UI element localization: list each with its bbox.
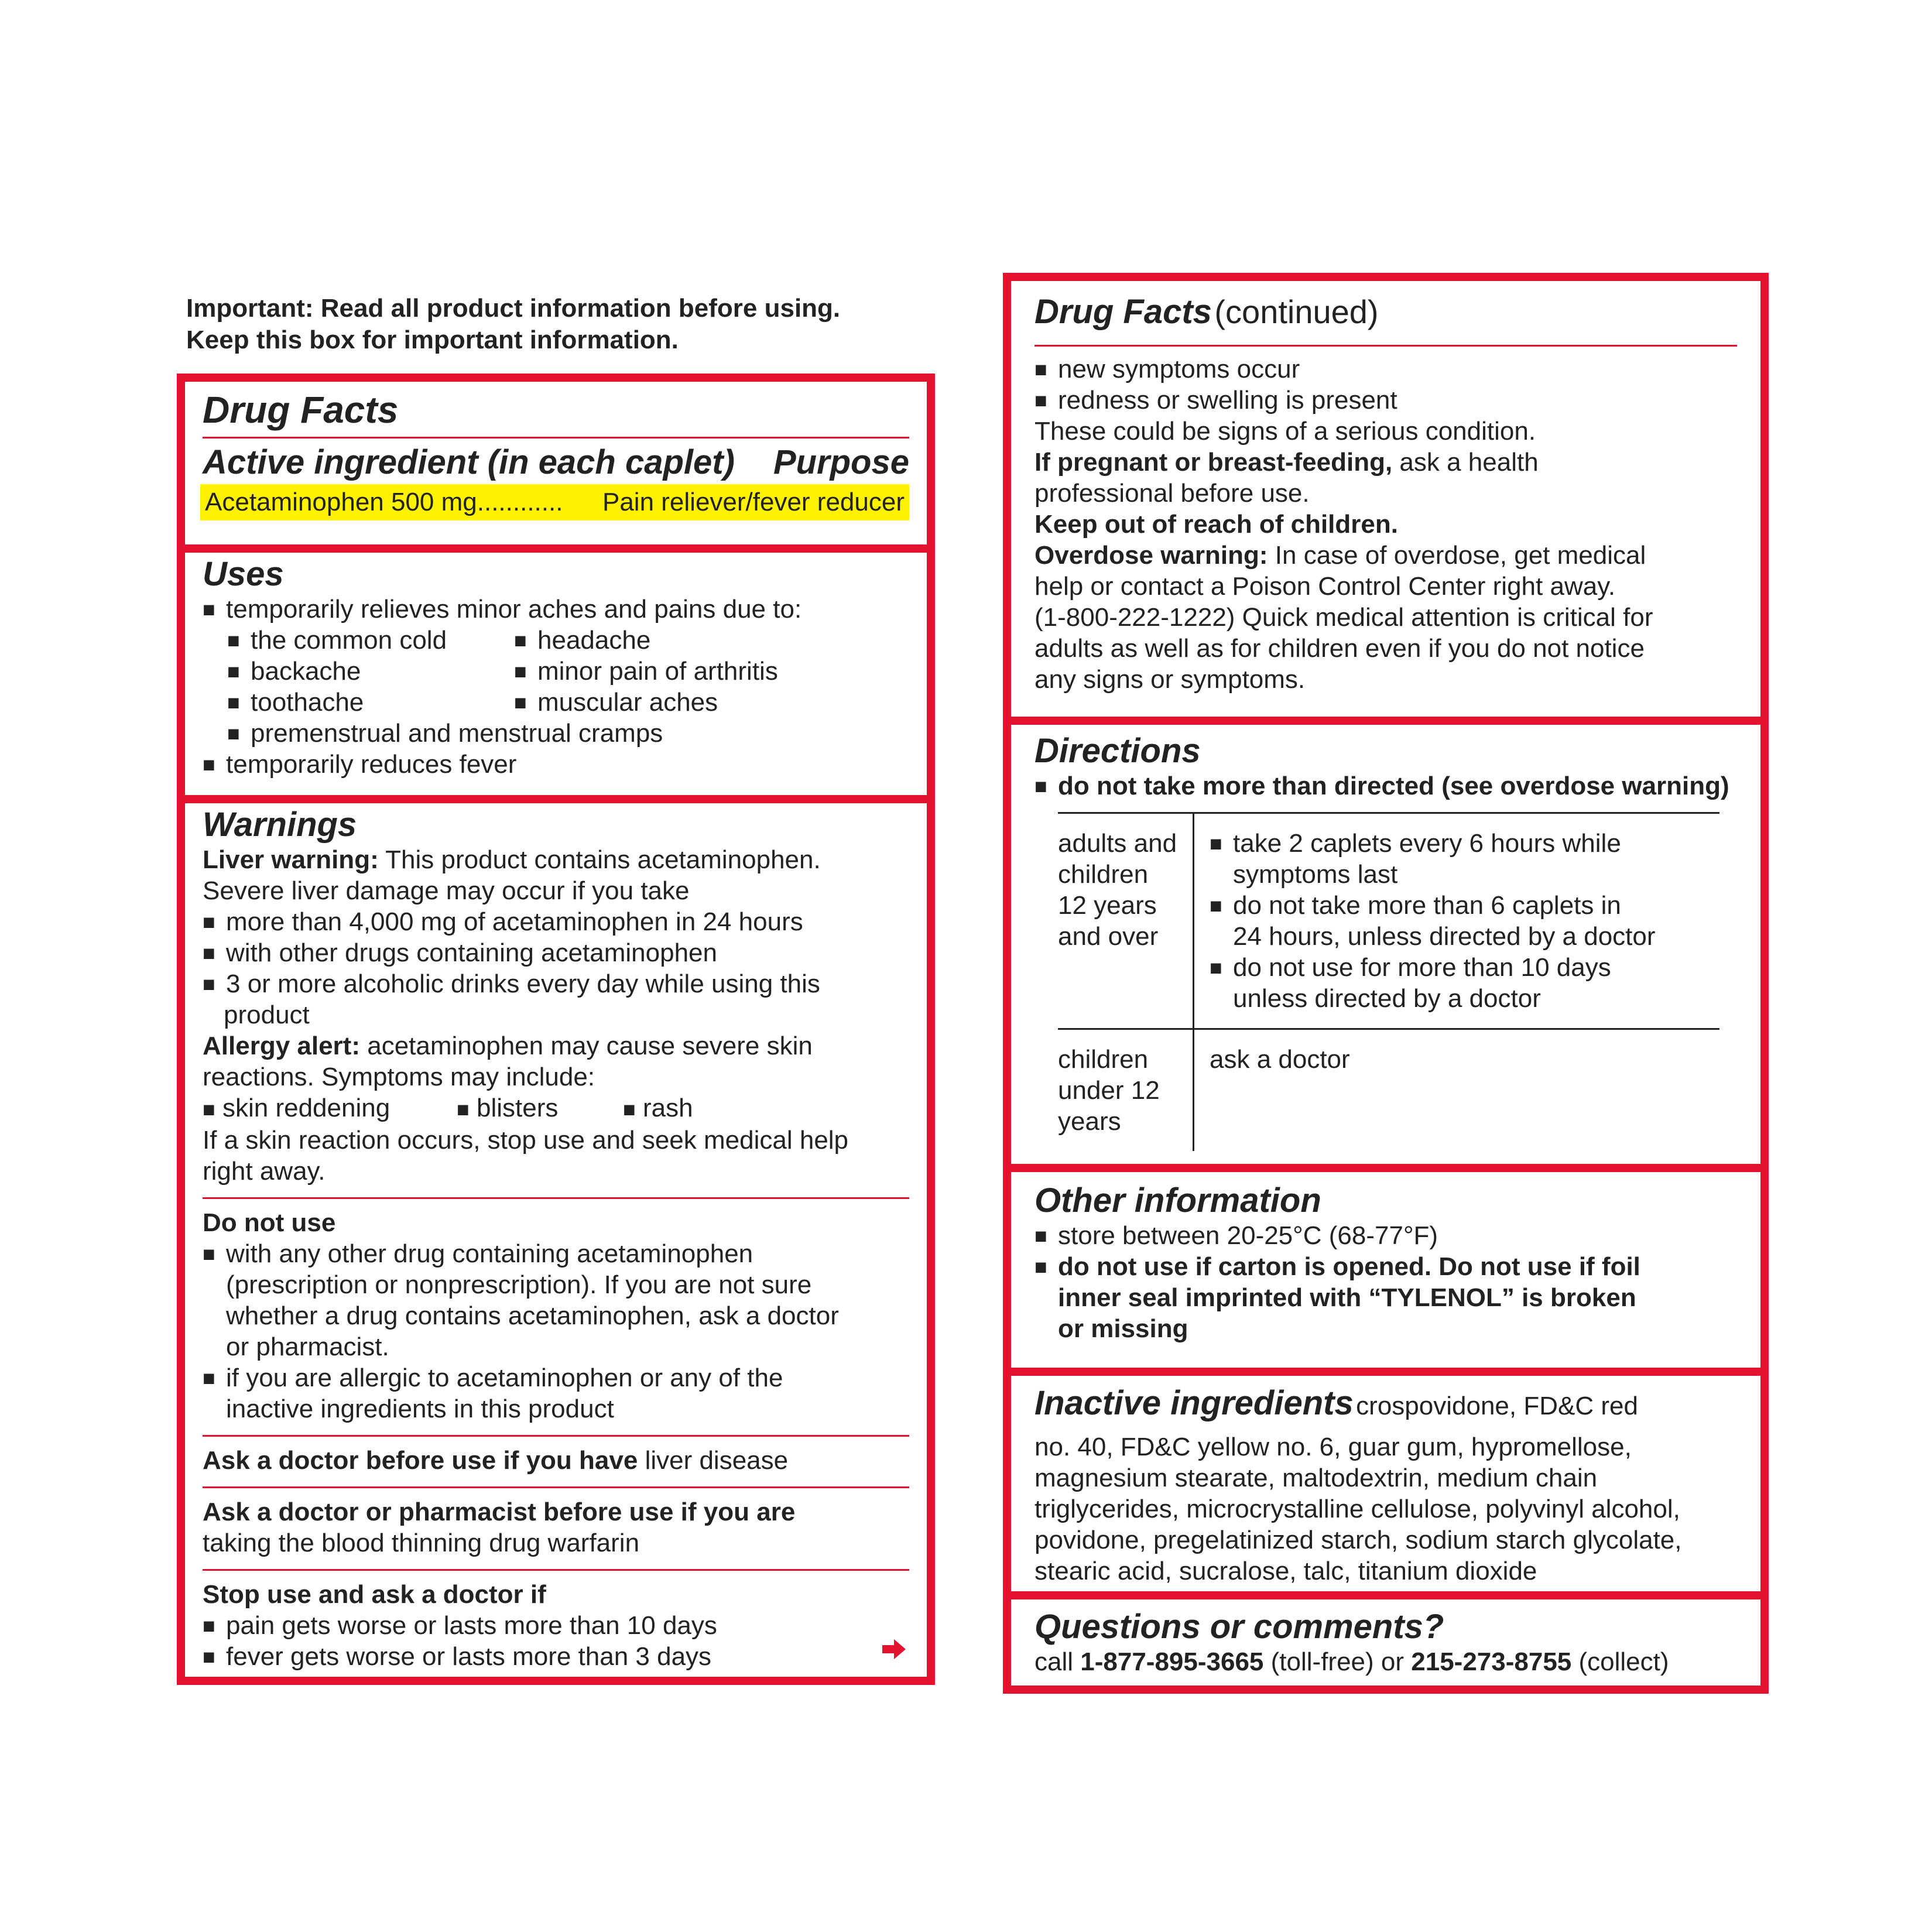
bullet-square-icon: ■ bbox=[1034, 388, 1047, 412]
bullet-square-icon: ■ bbox=[227, 690, 240, 714]
uses-col-1 bbox=[227, 625, 514, 718]
bullet-square-icon: ■ bbox=[1034, 1224, 1047, 1248]
keep-out-of-reach: Keep out of reach of children. bbox=[1034, 510, 1398, 539]
pregnant-line: If pregnant or breast-feeding, ask a health bbox=[1034, 448, 1539, 477]
subsection-rule bbox=[203, 1197, 909, 1199]
directions-table bbox=[1058, 812, 1719, 1151]
age-label: children under 12 years bbox=[1058, 1029, 1194, 1152]
subsection-rule bbox=[203, 1435, 909, 1437]
list-item: ■ store between 20-25°C (68-77°F) bbox=[1034, 1221, 1438, 1250]
pregnant-line-cont: professional before use. bbox=[1034, 479, 1310, 508]
list-item: ■ skin reddening bbox=[203, 1094, 390, 1122]
bullet-square-icon: ■ bbox=[203, 1614, 215, 1638]
list-item: ■ headache bbox=[514, 626, 651, 655]
bullet-square-icon: ■ bbox=[203, 910, 215, 934]
bullet-square-icon: ■ bbox=[514, 628, 527, 652]
list-item: ■ blisters bbox=[457, 1094, 559, 1122]
list-item: ■ do not use for more than 10 days unless directed by a doctor bbox=[1210, 953, 1611, 1013]
section-divider bbox=[185, 795, 927, 803]
inactive-line: triglycerides, microcrystalline cellulose, polyvinyl alcohol, bbox=[1034, 1495, 1680, 1523]
section-divider bbox=[185, 544, 927, 553]
bullet-square-icon: ■ bbox=[514, 659, 527, 683]
bullet-square-icon: ■ bbox=[1210, 893, 1222, 917]
list-item: ■ fever gets worse or lasts more than 3 days bbox=[203, 1642, 712, 1671]
bullet-square-icon: ■ bbox=[203, 1645, 215, 1669]
overdose-line: any signs or symptoms. bbox=[1034, 665, 1306, 694]
bullet-square-icon: ■ bbox=[203, 597, 215, 621]
continue-arrow-icon bbox=[882, 1639, 906, 1659]
bullet-square-icon: ■ bbox=[1210, 955, 1222, 979]
overdose-line: adults as well as for children even if you do not notice bbox=[1034, 634, 1645, 663]
bullet-square-icon: ■ bbox=[203, 1097, 215, 1121]
skin-reaction-text: If a skin reaction occurs, stop use and seek medical help bbox=[203, 1126, 849, 1155]
bullet-square-icon: ■ bbox=[203, 941, 215, 965]
important-notice bbox=[186, 293, 936, 356]
list-item: ■ if you are allergic to acetaminophen or any of the inactive ingredients in this product bbox=[203, 1364, 783, 1423]
active-ingredient-header bbox=[203, 442, 909, 483]
liver-warning-cont: Severe liver damage may occur if you take bbox=[203, 876, 690, 905]
warnings-section bbox=[185, 806, 927, 1672]
stop-use-title: Stop use and ask a doctor if bbox=[203, 1580, 546, 1609]
ingredient-highlight-row bbox=[200, 484, 909, 520]
overdose-warning: Overdose warning: In case of overdose, get medical bbox=[1034, 541, 1646, 570]
list-item: ■ temporarily relieves minor aches and pains due to: bbox=[203, 595, 802, 624]
directions-title: Directions bbox=[1034, 732, 1201, 770]
ask-pharmacist-text: taking the blood thinning drug warfarin bbox=[203, 1529, 640, 1557]
section-divider bbox=[1011, 717, 1760, 725]
symptoms-row bbox=[203, 1092, 909, 1125]
directions-section bbox=[1011, 732, 1760, 1151]
skin-reaction-text-cont: right away. bbox=[203, 1157, 326, 1186]
list-item: ■ do not take more than 6 caplets in 24 hours, unless directed by a doctor bbox=[1210, 891, 1656, 951]
list-item: ■ 3 or more alcoholic drinks every day while using this bbox=[203, 970, 820, 998]
bullet-square-icon: ■ bbox=[227, 721, 240, 745]
table-row bbox=[1058, 1029, 1719, 1152]
bullet-square-icon: ■ bbox=[1034, 357, 1047, 381]
list-item: ■ redness or swelling is present bbox=[1034, 386, 1397, 415]
bullet-square-icon: ■ bbox=[203, 1242, 215, 1266]
ask-doctor-line: Ask a doctor before use if you have liver disease bbox=[203, 1446, 789, 1475]
uses-col-2 bbox=[514, 625, 801, 718]
list-item: ■ do not take more than directed (see overdose warning) bbox=[1034, 772, 1729, 800]
list-item: ■ more than 4,000 mg of acetaminophen in 24 hours bbox=[203, 907, 803, 936]
bullet-square-icon: ■ bbox=[203, 972, 215, 996]
list-item: ■ premenstrual and menstrual cramps bbox=[227, 719, 663, 748]
bullet-square-icon: ■ bbox=[457, 1097, 470, 1121]
list-item: ■ take 2 caplets every 6 hours while symptoms last bbox=[1210, 829, 1621, 889]
bullet-square-icon: ■ bbox=[203, 752, 215, 776]
purpose-label: Purpose bbox=[773, 443, 909, 481]
list-item: ■ muscular aches bbox=[514, 688, 718, 717]
list-item: ■ pain gets worse or lasts more than 10 days bbox=[203, 1611, 717, 1640]
bullet-square-icon: ■ bbox=[623, 1097, 636, 1121]
age-label: adults and children 12 years and over bbox=[1058, 813, 1194, 1029]
bullet-square-icon: ■ bbox=[1034, 774, 1047, 798]
phone-tollfree[interactable]: 1-877-895-3665 bbox=[1080, 1647, 1264, 1676]
notice-line-2: Keep this box for important information. bbox=[186, 326, 679, 354]
subsection-rule bbox=[203, 1569, 909, 1571]
overdose-line: help or contact a Poison Control Center right away. bbox=[1034, 572, 1616, 601]
questions-contact-line: call 1-877-895-3665 (toll-free) or 215-273-8755 (collect) bbox=[1034, 1647, 1669, 1676]
allergy-alert-cont: reactions. Symptoms may include: bbox=[203, 1063, 595, 1091]
list-item: ■ do not use if carton is opened. Do not use if foil inner seal imprinted with “TYLENOL” is broken or missing bbox=[1034, 1252, 1640, 1343]
inactive-line: povidone, pregelatinized starch, sodium starch glycolate, bbox=[1034, 1526, 1682, 1554]
bullet-square-icon: ■ bbox=[1034, 1255, 1047, 1279]
list-item: ■ temporarily reduces fever bbox=[203, 750, 517, 779]
notice-line-1: Important: Read all product information before using. bbox=[186, 294, 841, 323]
active-ingredient-section bbox=[185, 386, 927, 520]
continued-section bbox=[1011, 292, 1760, 695]
other-information-title: Other information bbox=[1034, 1181, 1321, 1220]
questions-section bbox=[1011, 1608, 1760, 1677]
inactive-ingredients-first-line: Inactive ingredients crospovidone, FD&C red bbox=[1034, 1384, 1638, 1422]
bullet-square-icon: ■ bbox=[227, 659, 240, 683]
subsection-rule bbox=[203, 1486, 909, 1488]
inactive-ingredients-section bbox=[1011, 1383, 1760, 1587]
liver-warning: Liver warning: This product contains acetaminophen. bbox=[203, 845, 821, 874]
list-item: ■ new symptoms occur bbox=[1034, 355, 1300, 383]
questions-title: Questions or comments? bbox=[1034, 1608, 1444, 1646]
table-row bbox=[1058, 813, 1719, 1029]
active-ingredient-label: Active ingredient (in each caplet) bbox=[203, 443, 735, 481]
list-item: ■ with any other drug containing acetaminophen (prescription or nonprescription). If you are not sure whether a drug contains acetaminophen, ask a doctor or pharmacist. bbox=[203, 1239, 839, 1361]
other-information-section bbox=[1011, 1181, 1760, 1344]
warnings-title: Warnings bbox=[203, 806, 357, 844]
title-rule bbox=[1034, 345, 1737, 347]
ask-pharmacist-title: Ask a doctor or pharmacist before use if you are bbox=[203, 1498, 796, 1526]
bullet-square-icon: ■ bbox=[203, 1366, 215, 1390]
continued-title: Drug Facts (continued) bbox=[1034, 293, 1379, 331]
inactive-line: stearic acid, sucralose, talc, titanium dioxide bbox=[1034, 1557, 1537, 1585]
ingredient-purpose: Pain reliever/fever reducer bbox=[602, 488, 905, 516]
list-item: ■ toothache bbox=[227, 688, 364, 717]
uses-title: Uses bbox=[203, 555, 284, 593]
uses-section bbox=[185, 555, 927, 780]
list-item: ■ with other drugs containing acetaminophen bbox=[203, 938, 717, 967]
section-divider bbox=[1011, 1164, 1760, 1172]
phone-collect[interactable]: 215-273-8755 bbox=[1411, 1647, 1572, 1676]
list-item: ■ minor pain of arthritis bbox=[514, 657, 778, 686]
ingredient-name: Acetaminophen 500 mg............ bbox=[205, 488, 563, 516]
drug-facts-title: Drug Facts bbox=[203, 389, 399, 431]
dosage-instructions: ask a doctor bbox=[1210, 1045, 1350, 1074]
drug-facts-panel-left bbox=[177, 374, 935, 1685]
list-item: ■ the common cold bbox=[227, 626, 447, 655]
bullet-square-icon: ■ bbox=[514, 690, 527, 714]
list-item: ■ rash bbox=[623, 1094, 693, 1122]
drug-facts-panel-right bbox=[1003, 273, 1769, 1694]
do-not-use-title: Do not use bbox=[203, 1208, 336, 1237]
uses-columns bbox=[203, 625, 909, 718]
bullet-square-icon: ■ bbox=[227, 628, 240, 652]
inactive-line: no. 40, FD&C yellow no. 6, guar gum, hypromellose, bbox=[1034, 1433, 1632, 1461]
title-rule bbox=[203, 437, 909, 439]
overdose-line: (1-800-222-1222) Quick medical attention is critical for bbox=[1034, 603, 1653, 632]
allergy-alert: Allergy alert: acetaminophen may cause severe skin bbox=[203, 1032, 813, 1060]
section-divider bbox=[1011, 1368, 1760, 1376]
bullet-square-icon: ■ bbox=[1210, 831, 1222, 855]
list-item: ■ backache bbox=[227, 657, 361, 686]
section-divider bbox=[1011, 1591, 1760, 1599]
list-item-cont: product bbox=[224, 1001, 310, 1029]
serious-condition-text: These could be signs of a serious condition. bbox=[1034, 417, 1536, 446]
inactive-line: magnesium stearate, maltodextrin, medium chain bbox=[1034, 1464, 1598, 1492]
dosage-instructions bbox=[1194, 813, 1720, 1029]
